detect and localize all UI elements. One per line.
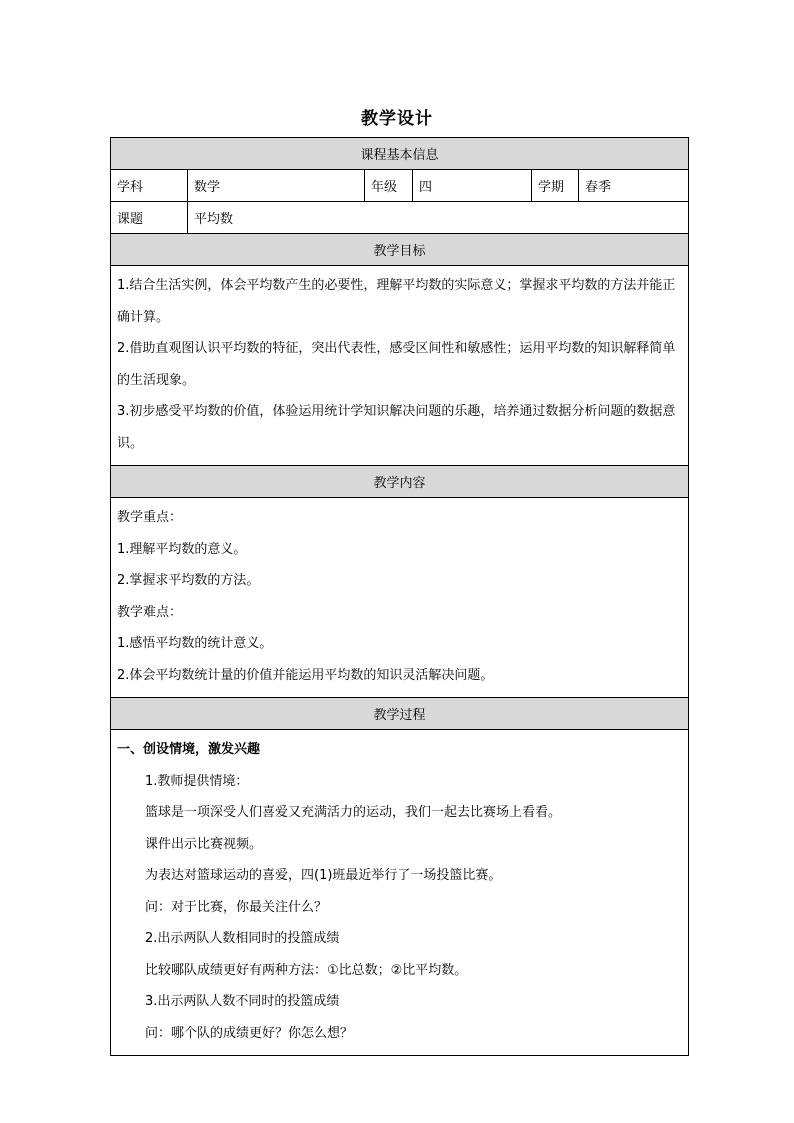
- objective-item: 3.初步感受平均数的价值，体验运用统计学知识解决问题的乐趣，培养通过数据分析问题的数据意识。: [117, 404, 676, 451]
- content-header-row: [111, 466, 689, 498]
- process-line: 课件出示比赛视频。: [145, 836, 263, 852]
- key-points-heading: 教学重点：: [117, 510, 183, 525]
- process-line: 问：哪个队的成绩更好？你怎么想？: [145, 1025, 354, 1041]
- objectives-row: [111, 266, 689, 466]
- basic-info-header-row: [111, 138, 689, 170]
- process-line: 比较哪队成绩更好有两种方法：①比总数；②比平均数。: [145, 962, 468, 978]
- process-section-title: 一、创设情境，激发兴趣: [117, 742, 261, 757]
- term-value: 春季: [579, 170, 689, 202]
- objectives-header: 教学目标: [111, 234, 689, 266]
- process-header: 教学过程: [111, 698, 689, 730]
- topic-row: [111, 202, 689, 234]
- process-line: 2.出示两队人数相同时的投篮成绩: [145, 931, 340, 946]
- objectives-body: [111, 266, 689, 466]
- content-header: 教学内容: [111, 466, 689, 498]
- objectives-header-row: [111, 234, 689, 266]
- process-line: 1.教师提供情境：: [145, 773, 249, 789]
- process-header-row: [111, 698, 689, 730]
- process-row: [111, 730, 689, 1056]
- page-title: 教学设计: [361, 109, 433, 129]
- term-label: 学期: [532, 170, 579, 202]
- subject-label: 学科: [111, 170, 188, 202]
- content-line: 2.掌握求平均数的方法。: [117, 573, 260, 588]
- topic-value: 平均数: [188, 202, 689, 234]
- grade-label: 年级: [365, 170, 413, 202]
- lesson-plan-table: [110, 137, 689, 1056]
- content-body: [111, 498, 689, 698]
- grade-value: 四: [413, 170, 532, 202]
- basic-info-header: 课程基本信息: [111, 138, 689, 170]
- difficulties-heading: 教学难点：: [117, 604, 183, 620]
- content-line: 1.感悟平均数的统计意义。: [117, 636, 273, 651]
- process-line: 篮球是一项深受人们喜爱又充满活力的运动，我们一起去比赛场上看看。: [145, 805, 562, 820]
- process-line: 3.出示两队人数不同时的投篮成绩: [145, 994, 340, 1009]
- subject-value: 数学: [188, 170, 365, 202]
- process-body: [111, 730, 689, 1056]
- objective-item: 2.借助直观图认识平均数的特征，突出代表性，感受区间性和敏感性；运用平均数的知识解释简单的生活现象。: [117, 341, 676, 388]
- process-line: 为表达对篮球运动的喜爱，四(1)班最近举行了一场投篮比赛。: [145, 868, 502, 883]
- content-line: 1.理解平均数的意义。: [117, 541, 247, 557]
- topic-label: 课题: [111, 202, 188, 234]
- subject-row: [111, 170, 689, 202]
- objective-item: 1.结合生活实例，体会平均数产生的必要性，理解平均数的实际意义；掌握求平均数的方法并能正确计算。: [117, 278, 676, 325]
- content-line: 2.体会平均数统计量的价值并能运用平均数的知识灵活解决问题。: [117, 667, 494, 683]
- process-line: 问：对于比赛，你最关注什么？: [145, 899, 328, 915]
- content-row: [111, 498, 689, 698]
